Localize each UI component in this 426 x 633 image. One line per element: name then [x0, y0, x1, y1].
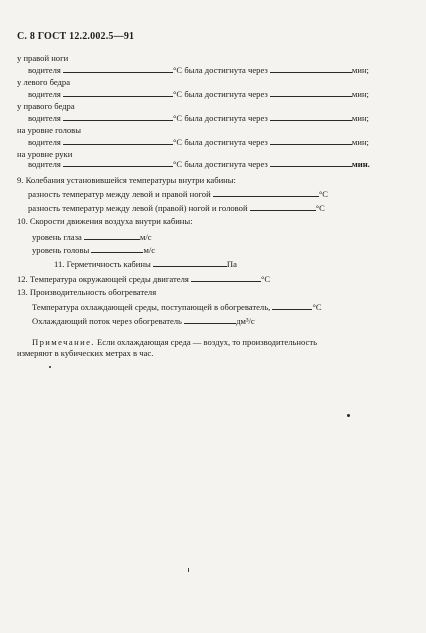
- section-13-line-2: [32, 315, 255, 326]
- section-9-line-2: [28, 202, 325, 213]
- note-text-1: Если охлаждающая среда — воздух, то производительность: [97, 337, 318, 347]
- scan-speck: [188, 568, 189, 572]
- temperature-blank: [63, 112, 173, 121]
- row-tail: °С была достигнута через: [173, 65, 268, 75]
- section-10-line-2-text: уровень головы: [32, 245, 90, 255]
- time-blank: [270, 88, 352, 97]
- unit-label: м/с: [143, 245, 156, 255]
- row-title: у правой ноги: [17, 53, 69, 63]
- note-line-2: измеряют в кубических метрах в час.: [17, 348, 154, 358]
- unit-label: м/с: [139, 232, 152, 242]
- row-line: [28, 112, 369, 123]
- section-10-line-1-text: уровень глаза: [32, 232, 82, 242]
- driver-label: водителя: [28, 137, 61, 147]
- section-13-line-2-text: Охлаждающий поток через обогреватель: [32, 316, 182, 326]
- scan-speck: [49, 366, 51, 368]
- section-13-title: 13. Производительность обогревателя: [17, 287, 157, 297]
- section-12: [17, 273, 270, 284]
- row-line: [28, 158, 370, 169]
- temperature-blank: [63, 158, 173, 167]
- section-13-line-1: [32, 301, 322, 312]
- blank-field: [213, 188, 319, 197]
- temperature-blank: [63, 64, 173, 73]
- driver-label: водителя: [28, 113, 61, 123]
- unit-label: °С: [315, 203, 325, 213]
- row-line: [28, 136, 369, 147]
- row-tail: °С была достигнута через: [173, 159, 268, 169]
- time-blank: [270, 64, 352, 73]
- page-header: С. 8 ГОСТ 12.2.002.5—91: [17, 31, 135, 42]
- section-9-line-2-text: разность температур между левой (правой) ногой и головой: [28, 203, 248, 213]
- row-line: [28, 64, 369, 75]
- row-unit: мин;: [351, 137, 369, 147]
- time-blank: [270, 158, 352, 167]
- blank-field: [84, 231, 140, 240]
- blank-field: [191, 273, 261, 282]
- unit-label: °С: [260, 274, 271, 284]
- row-title: на уровне головы: [17, 125, 81, 135]
- time-blank: [270, 136, 352, 145]
- row-tail: °С была достигнута через: [173, 113, 268, 123]
- blank-field: [184, 315, 236, 324]
- unit-label: °С: [312, 302, 322, 312]
- row-unit: мин;: [351, 89, 369, 99]
- row-unit: мин;: [351, 113, 369, 123]
- section-9-line-1-text: разность температур между левой и правой ногой: [28, 189, 211, 199]
- unit-label: °С: [318, 189, 329, 199]
- row-line: [28, 88, 369, 99]
- temperature-blank: [63, 136, 173, 145]
- row-unit: мин;: [351, 65, 369, 75]
- time-blank: [270, 112, 352, 121]
- section-12-text: 12. Температура окружающей среды двигателя: [17, 274, 189, 284]
- section-10-title: 10. Скорости движения воздуха внутри кабины:: [17, 216, 193, 226]
- row-tail: °С была достигнута через: [173, 137, 268, 147]
- row-title: у правого бедра: [17, 101, 75, 111]
- row-title: на уровне руки: [17, 149, 73, 159]
- section-9-title: 9. Колебания установившейся температуры внутри кабины:: [17, 175, 236, 185]
- temperature-blank: [63, 88, 173, 97]
- section-10-line-2: [32, 244, 155, 255]
- row-tail: °С была достигнута через: [173, 89, 268, 99]
- section-13-line-1-text: Температура охлаждающей среды, поступающей в обогреватель,: [32, 302, 271, 312]
- unit-label: Па: [226, 259, 237, 269]
- section-9-line-1: [28, 188, 328, 199]
- note-label: Примечание.: [32, 337, 95, 347]
- scan-speck: [347, 414, 350, 417]
- unit-label: дм³/с: [236, 316, 255, 326]
- blank-field: [91, 244, 143, 253]
- note-line-1: [32, 337, 317, 347]
- section-11-text: 11. Герметичность кабины: [54, 259, 151, 269]
- row-unit: мин.: [351, 159, 370, 169]
- blank-field: [153, 258, 227, 267]
- blank-field: [250, 202, 316, 211]
- driver-label: водителя: [28, 89, 61, 99]
- section-10-line-1: [32, 231, 152, 242]
- driver-label: водителя: [28, 159, 61, 169]
- driver-label: водителя: [28, 65, 61, 75]
- row-title: у левого бедра: [17, 77, 71, 87]
- blank-field: [272, 301, 312, 310]
- section-11: [54, 258, 237, 269]
